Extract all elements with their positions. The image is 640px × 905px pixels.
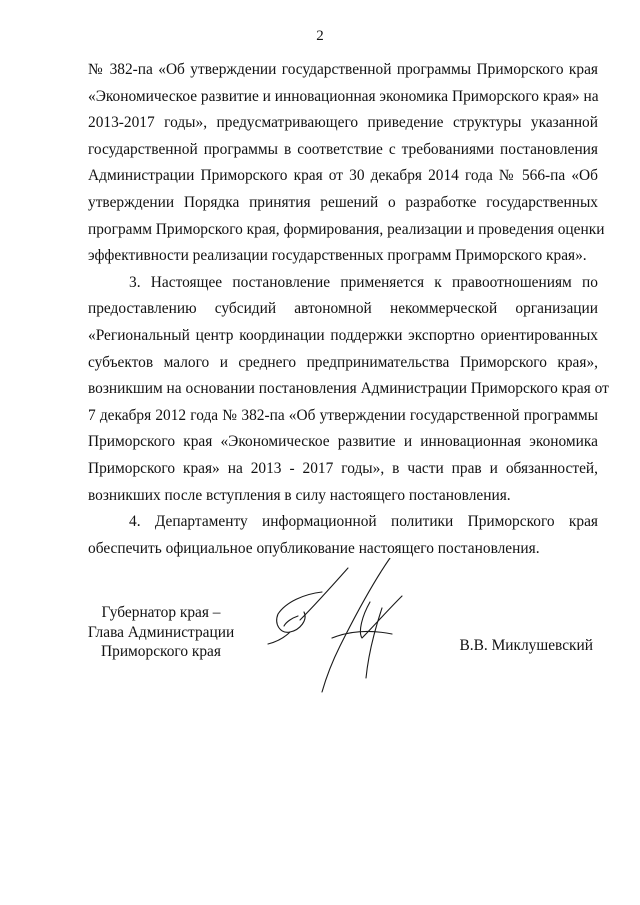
handwritten-signature: [262, 558, 452, 708]
body-line: программ Приморского края, формирования, реализации и проведения оценки: [88, 220, 605, 238]
body-line: субъектов малого и среднего предпринимательства Приморского края»,: [88, 353, 598, 371]
body-line: обеспечить официальное опубликование настоящего постановления.: [88, 539, 540, 557]
body-line: Приморского края «Экономическое развитие и инновационная экономика: [88, 433, 598, 451]
body-line: 2013-2017 годы», предусматривающего приведение структуры указанной: [88, 114, 598, 132]
paragraph-3-start: 3. Настоящее постановление применяется к правоотношениям по: [129, 273, 598, 291]
signatory-title-line: Приморского края: [101, 643, 221, 660]
signatory-title: [86, 603, 236, 662]
paragraph-4-start: 4. Департаменту информационной политики Приморского края: [129, 513, 598, 531]
body-line: возникшим на основании постановления Администрации Приморского края от: [88, 380, 609, 398]
body-line: возникших после вступления в силу настоящего постановления.: [88, 486, 511, 504]
body-line: Администрации Приморского края от 30 декабря 2014 года № 566-па «Об: [88, 167, 598, 185]
document-body: [88, 57, 609, 562]
signatory-title-line: Губернатор края –: [101, 604, 221, 621]
body-line: 7 декабря 2012 года № 382-па «Об утверждении государственной программы: [88, 406, 598, 424]
body-line: «Региональный центр координации поддержки экспортно ориентированных: [88, 326, 598, 344]
signer-name: В.В. Миклушевский: [459, 637, 593, 654]
body-line: Приморского края» на 2013 - 2017 годы», в части прав и обязанностей,: [88, 459, 598, 477]
page-number: 2: [316, 28, 324, 44]
body-line: утверждении Порядка принятия решений о разработке государственных: [88, 193, 598, 211]
body-line: государственной программы в соответствие с требованиями постановления: [88, 140, 598, 158]
signatory-title-line: Глава Администрации: [87, 623, 235, 641]
body-line: № 382-па «Об утверждении государственной программы Приморского края: [88, 61, 598, 78]
body-line: предоставлению субсидий автономной некоммерческой организации: [88, 300, 598, 318]
body-line: эффективности реализации государственных программ Приморского края».: [88, 247, 587, 265]
body-line: «Экономическое развитие и инновационная экономика Приморского края» на: [88, 87, 599, 105]
